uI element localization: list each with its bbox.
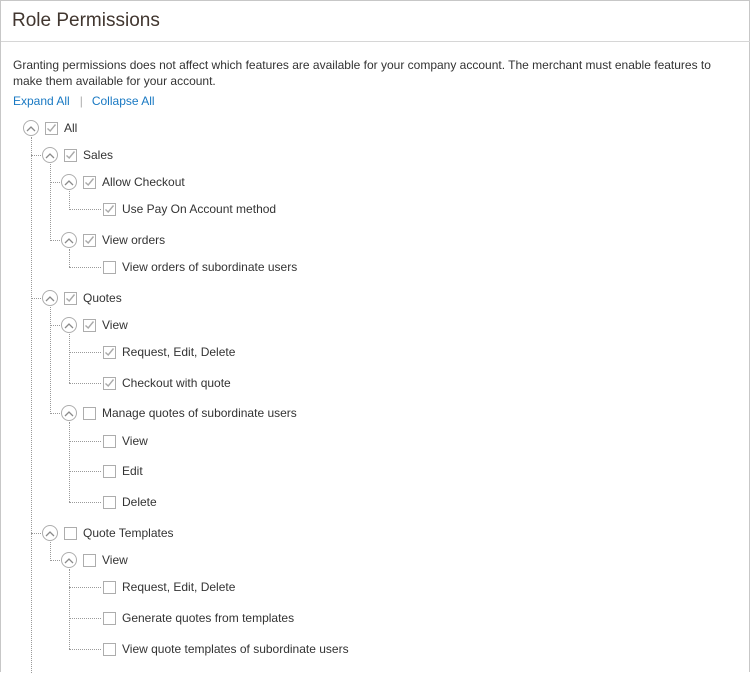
node-label: Sales [83,148,114,162]
node-label: View [122,434,148,448]
checkbox-use-pay-on-account[interactable] [103,203,116,216]
tree-node-manage-edit [103,461,143,481]
checkbox-quotes-request-edit-delete[interactable] [103,346,116,359]
node-label: Generate quotes from templates [122,611,295,625]
tree-node-use-pay-on-account [103,199,276,219]
node-label: View orders of subordinate users [122,260,298,274]
checkbox-quotes-view[interactable] [83,319,96,332]
node-label: Request, Edit, Delete [122,580,236,594]
node-label: View [102,318,128,332]
collapse-toggle-icon[interactable] [61,232,77,248]
checkbox-templates-request-edit-delete[interactable] [103,581,116,594]
collapse-toggle-icon[interactable] [42,290,58,306]
tree-node-sales [42,145,113,165]
tree-node-quotes-view [61,315,128,335]
node-label: View quote templates of subordinate users [122,642,349,656]
tree-node-manage-delete [103,492,157,512]
node-label: Quote Templates [83,526,174,540]
checkbox-sales[interactable] [64,149,77,162]
page-title: Role Permissions [12,10,160,31]
checkbox-view-quote-templates-subordinate[interactable] [103,643,116,656]
collapse-toggle-icon[interactable] [42,147,58,163]
node-label: Request, Edit, Delete [122,345,236,359]
checkbox-allow-checkout[interactable] [83,176,96,189]
collapse-toggle-icon[interactable] [42,525,58,541]
node-label: View [102,553,128,567]
tree-node-quotes [42,288,122,308]
node-label: Delete [122,495,157,509]
checkbox-checkout-with-quote[interactable] [103,377,116,390]
node-label: Quotes [83,291,122,305]
checkbox-manage-delete[interactable] [103,496,116,509]
checkbox-view-orders[interactable] [83,234,96,247]
tree-node-view-orders-subordinate [103,257,297,277]
collapse-toggle-icon[interactable] [61,174,77,190]
node-label: View orders [102,233,166,247]
checkbox-manage-view[interactable] [103,435,116,448]
checkbox-manage-quotes-subordinate[interactable] [83,407,96,420]
tree-node-quote-templates [42,523,174,543]
tree-node-templates-view [61,550,128,570]
tree-node-view-quote-templates-subordinate [103,639,349,659]
checkbox-manage-edit[interactable] [103,465,116,478]
tree-node-allow-checkout [61,172,185,192]
collapse-toggle-icon[interactable] [61,405,77,421]
permissions-description: Granting permissions does not affect which features are available for your company account. The merchant must enable features to make them available for your account. [13,58,711,88]
expand-all-link[interactable]: Expand All [13,94,70,108]
tree-node-all [23,118,77,138]
checkbox-templates-view[interactable] [83,554,96,567]
collapse-toggle-icon[interactable] [61,552,77,568]
tree-node-manage-view [103,431,148,451]
node-label: All [64,121,78,135]
node-label: Edit [122,464,143,478]
checkbox-quote-templates[interactable] [64,527,77,540]
collapse-toggle-icon[interactable] [61,317,77,333]
checkbox-quotes[interactable] [64,292,77,305]
node-label: Use Pay On Account method [122,202,277,216]
checkbox-all[interactable] [45,122,58,135]
title-divider [1,41,750,42]
link-separator: | [79,94,83,108]
tree-node-quotes-request-edit-delete [103,342,235,362]
tree-node-generate-quotes-from-templates [103,608,294,628]
node-label: Manage quotes of subordinate users [102,406,297,420]
collapse-toggle-icon[interactable] [23,120,39,136]
node-label: Checkout with quote [122,376,231,390]
checkbox-generate-quotes-from-templates[interactable] [103,612,116,625]
checkbox-view-orders-subordinate[interactable] [103,261,116,274]
collapse-all-link[interactable]: Collapse All [91,94,155,108]
tree-node-view-orders [61,230,165,250]
node-label: Allow Checkout [102,175,185,189]
tree-node-templates-request-edit-delete [103,577,235,597]
tree-node-checkout-with-quote [103,373,231,393]
tree-node-manage-quotes-subordinate [61,403,297,423]
expand-collapse-links [13,94,155,108]
